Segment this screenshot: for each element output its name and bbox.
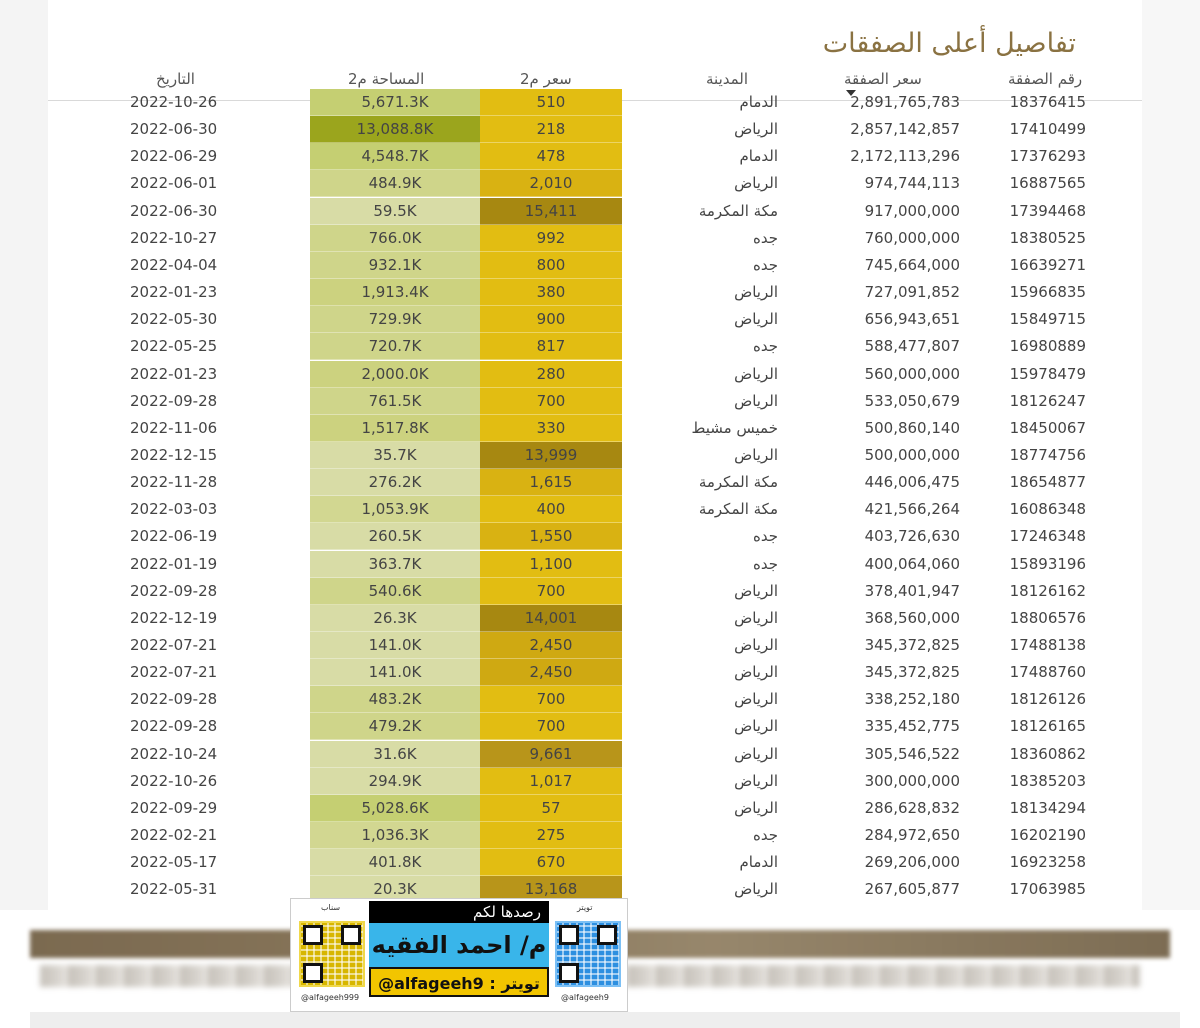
deal-id-cell: 17246348 [1009, 527, 1086, 546]
deal-id-cell: 17488760 [1009, 663, 1086, 682]
deal-price-cell: 286,628,832 [864, 798, 960, 817]
deal-id-cell: 16923258 [1009, 853, 1086, 872]
city-cell: الرياض [734, 608, 778, 627]
banner-name: م/ احمد الفقيه [369, 923, 549, 967]
price-per-m2-cell: 700 [480, 578, 622, 605]
price-per-m2-cell: 275 [480, 822, 622, 849]
date-cell: 2022-10-26 [130, 93, 218, 111]
deal-id-cell: 17063985 [1009, 880, 1086, 899]
city-cell: جده [752, 527, 778, 546]
deal-price-cell: 588,477,807 [864, 337, 960, 356]
city-cell: جده [752, 228, 778, 247]
table-row[interactable] [48, 116, 1142, 143]
deal-id-cell: 16980889 [1009, 337, 1086, 356]
price-per-m2-cell: 2,450 [480, 632, 622, 659]
right-gutter [1142, 0, 1200, 910]
deal-id-cell: 18376415 [1009, 93, 1086, 111]
deal-id-cell: 18126126 [1009, 690, 1086, 709]
visual-title: تفاصيل أعلى الصفقات [822, 28, 1076, 59]
deal-price-cell: 368,560,000 [864, 608, 960, 627]
price-per-m2-cell: 14,001 [480, 605, 622, 632]
area-m2-cell: 483.2K [310, 686, 480, 713]
table-row[interactable] [48, 659, 1142, 686]
deal-id-cell: 17376293 [1009, 147, 1086, 166]
deal-id-cell: 18450067 [1009, 418, 1086, 437]
area-m2-cell: 1,517.8K [310, 415, 480, 442]
date-cell: 2022-01-23 [130, 283, 218, 302]
area-m2-cell: 141.0K [310, 632, 480, 659]
table-row[interactable] [48, 388, 1142, 415]
price-per-m2-cell: 700 [480, 713, 622, 740]
column-header-area-m2[interactable]: المساحة م2 [348, 70, 425, 88]
table-row[interactable] [48, 578, 1142, 605]
qr-code-icon [299, 921, 365, 987]
deal-price-cell: 2,172,113,296 [850, 147, 960, 166]
deal-id-cell: 18360862 [1009, 744, 1086, 763]
column-header-deal-price[interactable]: سعر الصفقة [844, 70, 922, 88]
price-per-m2-cell: 700 [480, 388, 622, 415]
city-cell: الرياض [734, 636, 778, 654]
area-m2-cell: 932.1K [310, 252, 480, 279]
date-cell: 2022-06-01 [130, 174, 218, 193]
date-cell: 2022-05-31 [130, 880, 218, 899]
area-m2-cell: 484.9K [310, 170, 480, 197]
price-per-m2-cell: 13,999 [480, 442, 622, 469]
date-cell: 2022-09-28 [130, 690, 218, 709]
table-row[interactable] [48, 496, 1142, 523]
date-cell: 2022-03-03 [130, 500, 218, 519]
deal-id-cell: 18126165 [1009, 717, 1086, 736]
column-header-deal-id[interactable]: رقم الصفقة [1008, 70, 1083, 88]
city-cell: الرياض [734, 581, 778, 600]
table-row[interactable] [48, 551, 1142, 578]
qr-right-handle: @alfageeh9 [561, 993, 609, 1002]
table-row[interactable] [48, 822, 1142, 849]
deal-price-cell: 500,860,140 [864, 418, 960, 437]
city-cell: الرياض [734, 771, 778, 790]
date-cell: 2022-06-30 [130, 120, 218, 139]
price-per-m2-cell: 478 [480, 143, 622, 170]
city-cell: الرياض [734, 744, 778, 763]
deal-price-cell: 2,891,765,783 [850, 93, 960, 111]
deal-price-cell: 345,372,825 [864, 663, 960, 682]
top-deals-table-visual [48, 12, 1142, 912]
city-cell: الرياض [734, 364, 778, 383]
area-m2-cell: 13,088.8K [310, 116, 480, 143]
deal-id-cell: 15966835 [1009, 283, 1086, 302]
price-per-m2-cell: 9,661 [480, 741, 622, 768]
area-m2-cell: 363.7K [310, 551, 480, 578]
city-cell: الدمام [739, 853, 778, 872]
price-per-m2-cell: 510 [480, 89, 622, 116]
price-per-m2-cell: 992 [480, 225, 622, 252]
deal-id-cell: 18126162 [1009, 581, 1086, 600]
price-per-m2-cell: 13,168 [480, 876, 622, 903]
city-cell: الدمام [739, 147, 778, 166]
table-row[interactable] [48, 795, 1142, 822]
city-cell: جده [752, 255, 778, 274]
area-m2-cell: 59.5K [310, 198, 480, 225]
table-row[interactable] [48, 741, 1142, 768]
deal-price-cell: 500,000,000 [864, 445, 960, 464]
city-cell: الرياض [734, 310, 778, 329]
date-cell: 2022-09-28 [130, 717, 218, 736]
deal-price-cell: 421,566,264 [864, 500, 960, 519]
area-m2-cell: 4,548.7K [310, 143, 480, 170]
city-cell: جده [752, 826, 778, 845]
price-per-m2-cell: 1,615 [480, 469, 622, 496]
price-per-m2-cell: 218 [480, 116, 622, 143]
date-cell: 2022-09-28 [130, 391, 218, 410]
area-m2-cell: 1,053.9K [310, 496, 480, 523]
city-cell: الرياض [734, 717, 778, 736]
table-row[interactable] [48, 198, 1142, 225]
deal-id-cell: 17394468 [1009, 201, 1086, 220]
date-cell: 2022-07-21 [130, 636, 218, 654]
deal-id-cell: 18385203 [1009, 771, 1086, 790]
date-cell: 2022-04-04 [130, 255, 218, 274]
date-cell: 2022-11-06 [130, 418, 218, 437]
city-cell: مكة المكرمة [698, 473, 778, 492]
deal-price-cell: 2,857,142,857 [850, 120, 960, 139]
table-row[interactable] [48, 768, 1142, 795]
city-cell: مكة المكرمة [698, 201, 778, 220]
price-per-m2-cell: 380 [480, 279, 622, 306]
deal-id-cell: 16639271 [1009, 255, 1086, 274]
deal-price-cell: 974,744,113 [864, 174, 960, 193]
area-m2-cell: 26.3K [310, 605, 480, 632]
date-cell: 2022-02-21 [130, 826, 218, 845]
deal-price-cell: 338,252,180 [864, 690, 960, 709]
city-cell: الرياض [734, 880, 778, 899]
deal-id-cell: 17488138 [1009, 636, 1086, 654]
deal-price-cell: 917,000,000 [864, 201, 960, 220]
qr-right-tag: تويتر [577, 903, 593, 912]
price-per-m2-cell: 670 [480, 849, 622, 876]
table-row[interactable] [48, 469, 1142, 496]
area-m2-cell: 141.0K [310, 659, 480, 686]
area-m2-cell: 401.8K [310, 849, 480, 876]
deal-id-cell: 18134294 [1009, 798, 1086, 817]
deal-price-cell: 656,943,651 [864, 310, 960, 329]
deal-price-cell: 378,401,947 [864, 581, 960, 600]
banner-handle: تويتر : alfageeh9@ [369, 967, 549, 997]
deal-price-cell: 345,372,825 [864, 636, 960, 654]
table-row[interactable] [48, 523, 1142, 550]
area-m2-cell: 479.2K [310, 713, 480, 740]
table-row[interactable] [48, 170, 1142, 197]
bottom-bar [30, 1012, 1180, 1028]
table-row[interactable] [48, 849, 1142, 876]
deal-price-cell: 403,726,630 [864, 527, 960, 546]
area-m2-cell: 761.5K [310, 388, 480, 415]
deal-id-cell: 16202190 [1009, 826, 1086, 845]
deal-price-cell: 446,006,475 [864, 473, 960, 492]
table-row[interactable] [48, 713, 1142, 740]
deal-price-cell: 305,546,522 [864, 744, 960, 763]
banner-top-text: رصدها لكم [369, 901, 549, 923]
city-cell: الرياض [734, 283, 778, 302]
table-row[interactable] [48, 143, 1142, 170]
date-cell: 2022-09-28 [130, 581, 218, 600]
table-row[interactable] [48, 306, 1142, 333]
city-cell: الرياض [734, 445, 778, 464]
price-per-m2-cell: 900 [480, 306, 622, 333]
qr-code-icon [555, 921, 621, 987]
area-m2-cell: 766.0K [310, 225, 480, 252]
table-row[interactable] [48, 442, 1142, 469]
table-row[interactable] [48, 89, 1142, 116]
deal-price-cell: 335,452,775 [864, 717, 960, 736]
area-m2-cell: 540.6K [310, 578, 480, 605]
date-cell: 2022-01-19 [130, 554, 218, 573]
area-m2-cell: 260.5K [310, 523, 480, 550]
date-cell: 2022-01-23 [130, 364, 218, 383]
deal-id-cell: 18380525 [1009, 228, 1086, 247]
price-per-m2-cell: 57 [480, 795, 622, 822]
table-row[interactable] [48, 415, 1142, 442]
deal-id-cell: 16887565 [1009, 174, 1086, 193]
city-cell: مكة المكرمة [698, 500, 778, 519]
date-cell: 2022-06-19 [130, 527, 218, 546]
deal-id-cell: 16086348 [1009, 500, 1086, 519]
area-m2-cell: 729.9K [310, 306, 480, 333]
price-per-m2-cell: 1,100 [480, 551, 622, 578]
column-header-city[interactable]: المدينة [706, 70, 749, 88]
price-per-m2-cell: 800 [480, 252, 622, 279]
table-row[interactable] [48, 252, 1142, 279]
deal-price-cell: 533,050,679 [864, 391, 960, 410]
column-header-date[interactable]: التاريخ [156, 70, 195, 88]
area-m2-cell: 294.9K [310, 768, 480, 795]
city-cell: الرياض [734, 391, 778, 410]
watermark-banner [290, 898, 628, 1012]
date-cell: 2022-06-30 [130, 201, 218, 220]
deal-id-cell: 15978479 [1009, 364, 1086, 383]
table-row[interactable] [48, 225, 1142, 252]
table-row[interactable] [48, 333, 1142, 360]
date-cell: 2022-05-30 [130, 310, 218, 329]
price-per-m2-cell: 1,550 [480, 523, 622, 550]
price-per-m2-cell: 817 [480, 333, 622, 360]
date-cell: 2022-05-17 [130, 853, 218, 872]
city-cell: جده [752, 337, 778, 356]
area-m2-cell: 20.3K [310, 876, 480, 903]
city-cell: الرياض [734, 690, 778, 709]
table-row[interactable] [48, 686, 1142, 713]
column-header-price-per-m2[interactable]: سعر م2 [520, 70, 572, 88]
deal-id-cell: 18774756 [1009, 445, 1086, 464]
price-per-m2-cell: 400 [480, 496, 622, 523]
city-cell: الدمام [739, 93, 778, 111]
date-cell: 2022-10-24 [130, 744, 218, 763]
date-cell: 2022-06-29 [130, 147, 218, 166]
deal-price-cell: 284,972,650 [864, 826, 960, 845]
city-cell: خميس مشيط [691, 418, 778, 437]
city-cell: جده [752, 554, 778, 573]
deal-price-cell: 727,091,852 [864, 283, 960, 302]
table-row[interactable] [48, 361, 1142, 388]
deal-price-cell: 267,605,877 [864, 880, 960, 899]
table-row[interactable] [48, 632, 1142, 659]
deal-price-cell: 269,206,000 [864, 853, 960, 872]
city-cell: الرياض [734, 798, 778, 817]
left-gutter [0, 0, 48, 910]
area-m2-cell: 5,671.3K [310, 89, 480, 116]
city-cell: الرياض [734, 174, 778, 193]
date-cell: 2022-11-28 [130, 473, 218, 492]
city-cell: الرياض [734, 663, 778, 682]
deal-price-cell: 400,064,060 [864, 554, 960, 573]
price-per-m2-cell: 2,010 [480, 170, 622, 197]
deal-id-cell: 15893196 [1009, 554, 1086, 573]
qr-left-handle: @alfageeh999 [301, 993, 360, 1002]
area-m2-cell: 5,028.6K [310, 795, 480, 822]
area-m2-cell: 31.6K [310, 741, 480, 768]
city-cell: الرياض [734, 120, 778, 139]
price-per-m2-cell: 330 [480, 415, 622, 442]
area-m2-cell: 276.2K [310, 469, 480, 496]
qr-left-tag: سناب [321, 903, 341, 912]
price-per-m2-cell: 1,017 [480, 768, 622, 795]
deal-id-cell: 15849715 [1009, 310, 1086, 329]
price-per-m2-cell: 280 [480, 361, 622, 388]
date-cell: 2022-10-27 [130, 228, 218, 247]
date-cell: 2022-05-25 [130, 337, 218, 356]
price-per-m2-cell: 700 [480, 686, 622, 713]
deal-price-cell: 745,664,000 [864, 255, 960, 274]
date-cell: 2022-12-15 [130, 445, 218, 464]
table-row[interactable] [48, 279, 1142, 306]
deal-price-cell: 760,000,000 [864, 228, 960, 247]
area-m2-cell: 35.7K [310, 442, 480, 469]
table-row[interactable] [48, 605, 1142, 632]
area-m2-cell: 2,000.0K [310, 361, 480, 388]
deal-price-cell: 560,000,000 [864, 364, 960, 383]
date-cell: 2022-10-26 [130, 771, 218, 790]
deal-id-cell: 18654877 [1009, 473, 1086, 492]
date-cell: 2022-07-21 [130, 663, 218, 682]
deal-price-cell: 300,000,000 [864, 771, 960, 790]
price-per-m2-cell: 15,411 [480, 198, 622, 225]
area-m2-cell: 720.7K [310, 333, 480, 360]
price-per-m2-cell: 2,450 [480, 659, 622, 686]
date-cell: 2022-12-19 [130, 608, 218, 627]
date-cell: 2022-09-29 [130, 798, 218, 817]
deal-id-cell: 18806576 [1009, 608, 1086, 627]
area-m2-cell: 1,036.3K [310, 822, 480, 849]
area-m2-cell: 1,913.4K [310, 279, 480, 306]
deal-id-cell: 18126247 [1009, 391, 1086, 410]
deal-id-cell: 17410499 [1009, 120, 1086, 139]
